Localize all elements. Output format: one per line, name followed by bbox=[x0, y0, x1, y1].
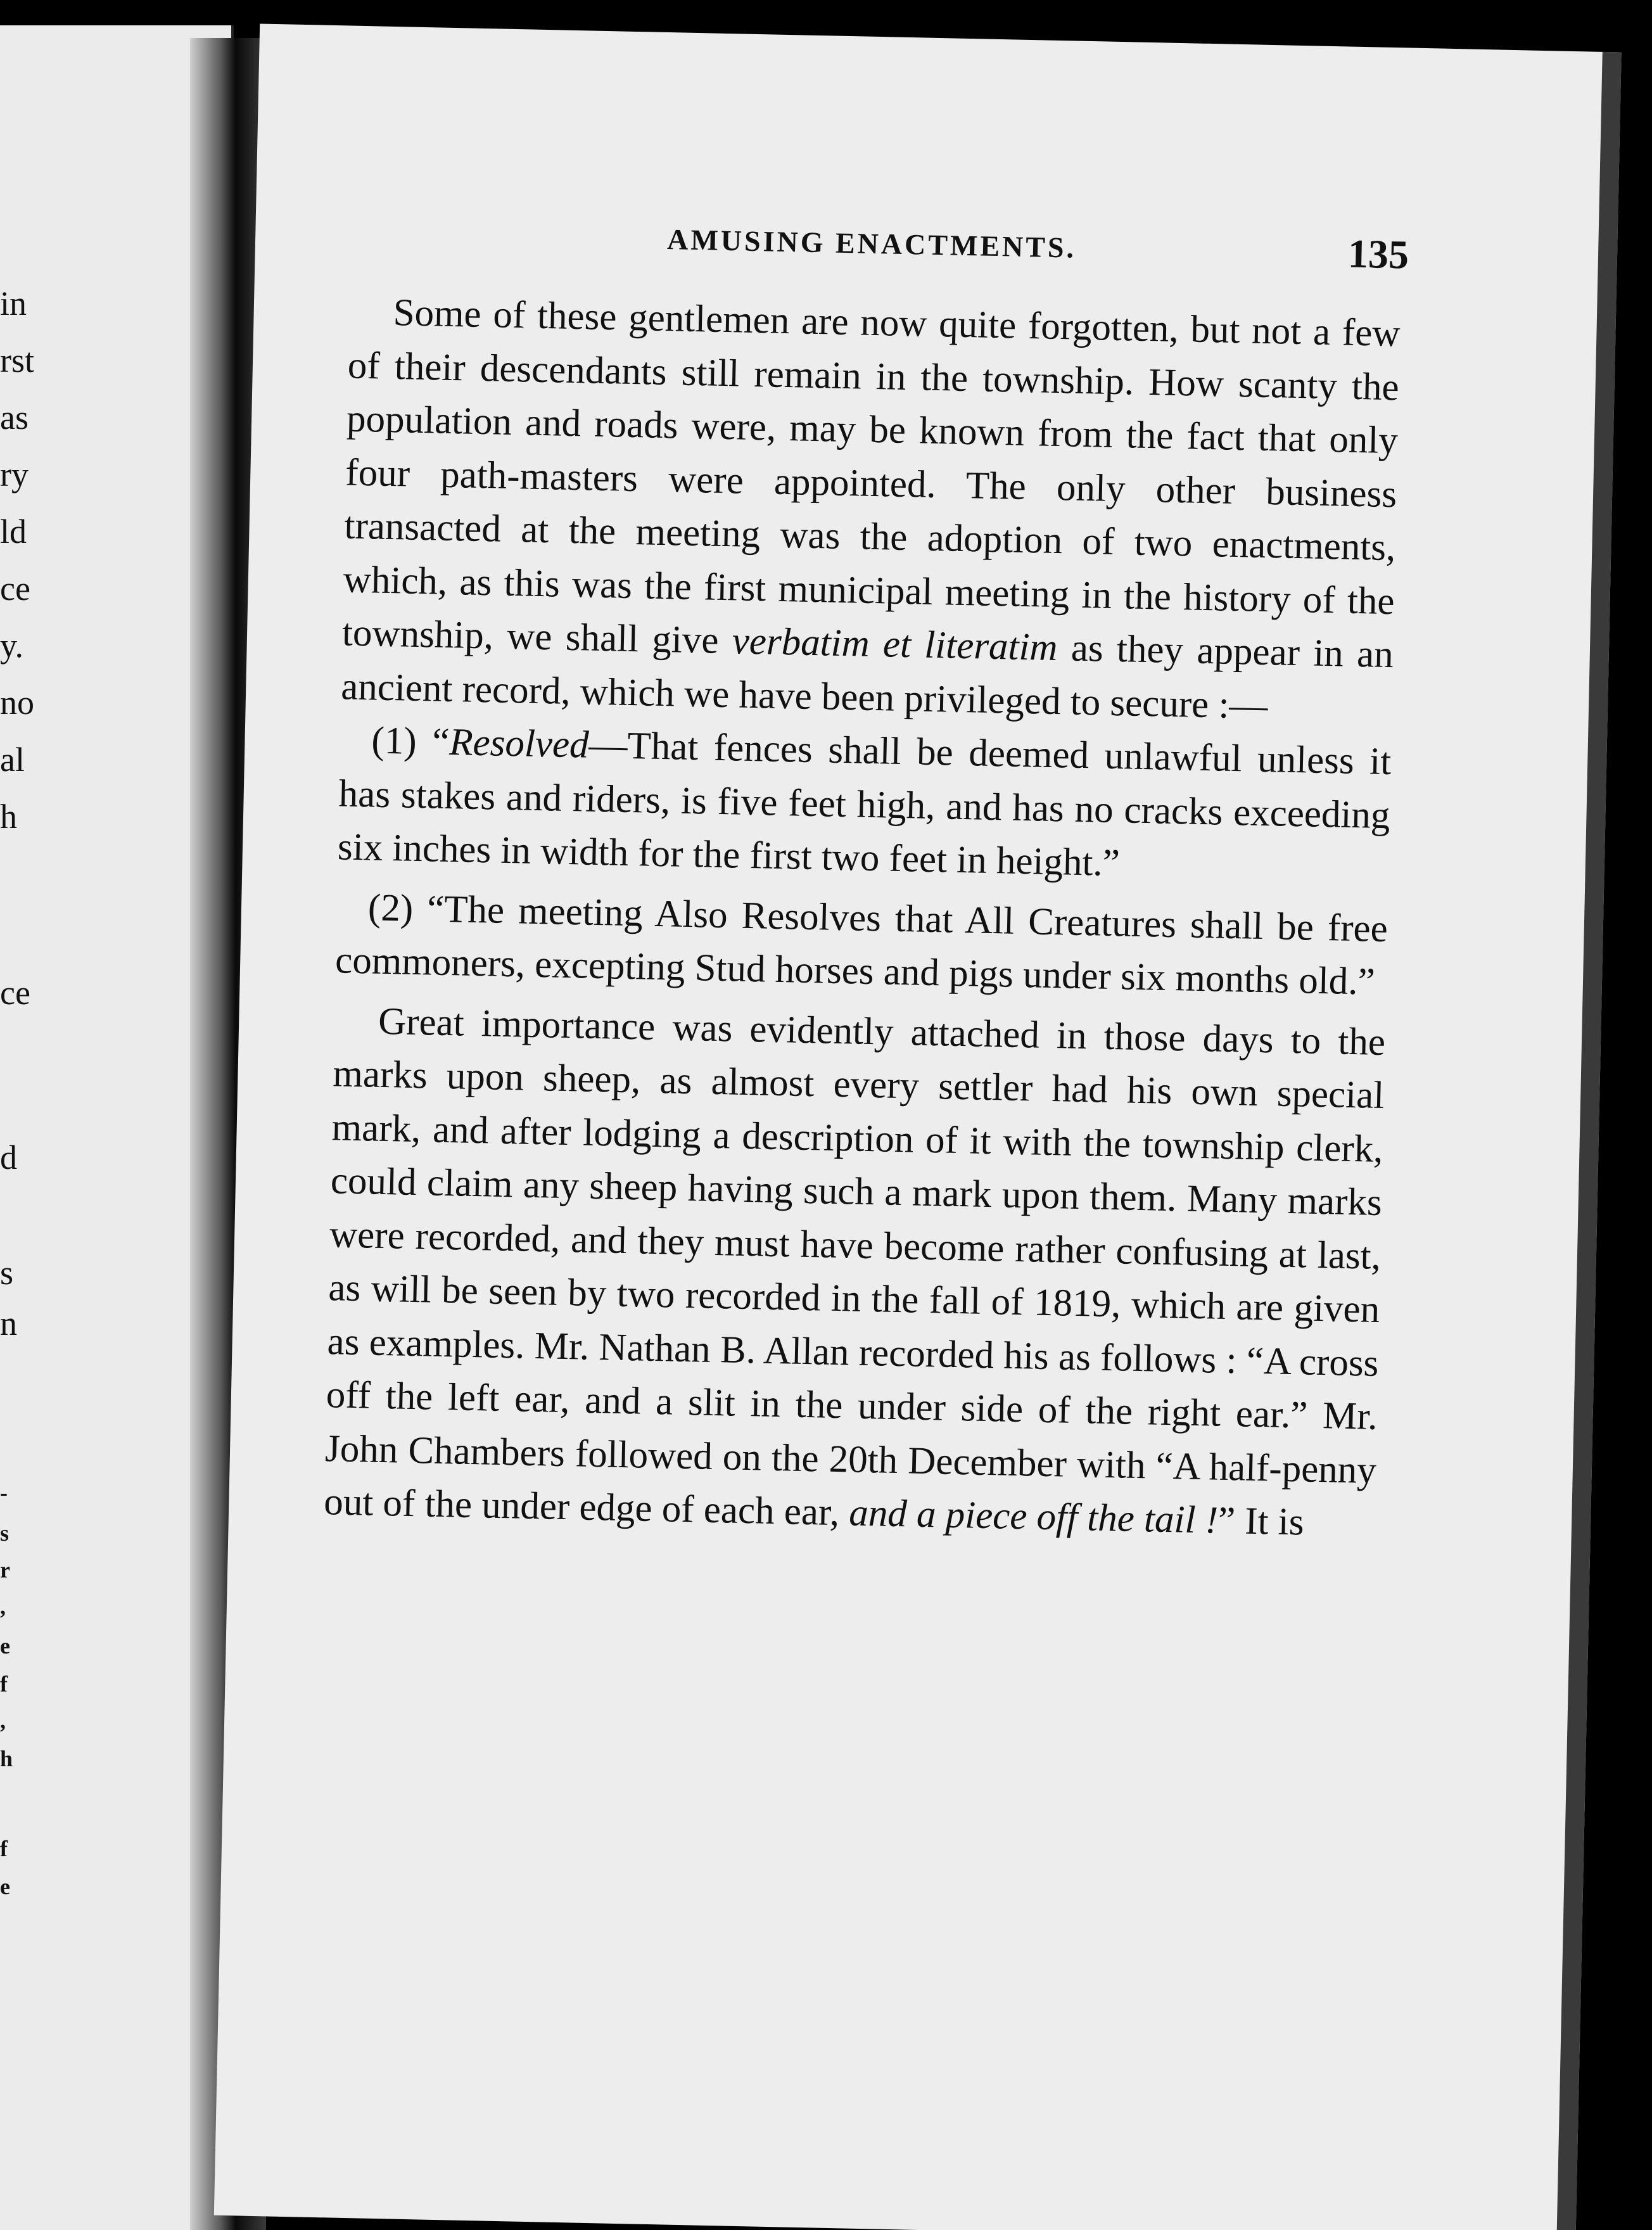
left-fragment: y. bbox=[0, 627, 23, 665]
page-number: 135 bbox=[1347, 231, 1409, 277]
left-fragment: f bbox=[0, 1671, 8, 1697]
left-fragment: al bbox=[0, 741, 25, 779]
paragraph-text: ” It is bbox=[1217, 1499, 1305, 1544]
paragraph-text: Great importance was evidently attached in those days to the marks upon sheep, as almost every settler had his own special mark, and after lodging a description of it with the township clerk, could claim any sheep having such a mark upon them. Many marks were recorded, and they must have become rather confusing at last, as will be seen by two recorded in the fall of 1819, which are given as examples. Mr. Nathan B. Allan recorded his as follows : “A cross off the left ear, and a slit in the under side of the right ear.” Mr. John Chambers followed on the 20th December with “A half-penny out of the under edge of each ear, bbox=[323, 1000, 1386, 1534]
running-title: AMUSING ENACTMENTS. bbox=[666, 223, 1077, 264]
left-fragment: s bbox=[0, 1254, 14, 1292]
paragraph-intro bbox=[340, 286, 1401, 736]
resolution-number: (1) “ bbox=[371, 719, 450, 763]
resolution-text: —That fences shall be deemed unlawful unless it has stakes and riders, is five feet high, and has no cracks exceeding six inches in width for the first two feet in height.” bbox=[337, 723, 1392, 885]
paragraph-text: Some of these gentlemen are now quite forgotten, but not a few of their descendants still remain in the township. How scanty the population and roads were, may be known from the fact that only four path-masters were appointed. The only other business transacted at the meeting was the adoption of two enactments, which, as this was the first municipal meeting in the history of the township, we shall give bbox=[341, 291, 1401, 663]
running-head bbox=[256, 213, 1599, 277]
left-fragment: no bbox=[0, 684, 34, 722]
left-fragment: , bbox=[0, 1594, 6, 1619]
right-page bbox=[214, 23, 1622, 2230]
page-body bbox=[323, 286, 1401, 1551]
left-fragment: f bbox=[0, 1836, 8, 1861]
left-fragment: e bbox=[0, 1874, 10, 1899]
paragraph-text: as they appear in an ancient record, which we have been privileged to secure :— bbox=[340, 627, 1394, 727]
left-fragment: h bbox=[0, 1746, 13, 1771]
left-fragment: ce bbox=[0, 570, 30, 608]
resolved-word: Resolved bbox=[448, 721, 590, 767]
paragraph-sheep-marks bbox=[323, 994, 1385, 1551]
left-fragment: d bbox=[0, 1138, 17, 1176]
left-fragment: s bbox=[0, 1520, 10, 1546]
left-fragment: ry bbox=[0, 456, 29, 494]
resolution-1 bbox=[337, 713, 1392, 896]
left-fragment: n bbox=[0, 1304, 17, 1342]
left-fragment: rst bbox=[0, 341, 34, 379]
left-fragment: r bbox=[0, 1557, 10, 1583]
italic-quote: and a piece off the tail ! bbox=[848, 1491, 1219, 1542]
left-fragment: , bbox=[0, 1708, 6, 1733]
left-fragment: e bbox=[0, 1633, 10, 1659]
left-fragment: - bbox=[0, 1480, 8, 1505]
resolution-2: (2) “The meeting Also Resolves that All Creatures shall be free commoners, excepting Stud horses and pigs under six months old.” bbox=[334, 886, 1388, 1004]
left-fragment: in bbox=[0, 284, 27, 322]
left-fragment: as bbox=[0, 398, 29, 436]
left-fragment: ce bbox=[0, 974, 30, 1012]
left-fragment: ld bbox=[0, 513, 27, 551]
latin-phrase: verbatim et literatim bbox=[732, 620, 1058, 670]
left-fragment: h bbox=[0, 798, 17, 836]
